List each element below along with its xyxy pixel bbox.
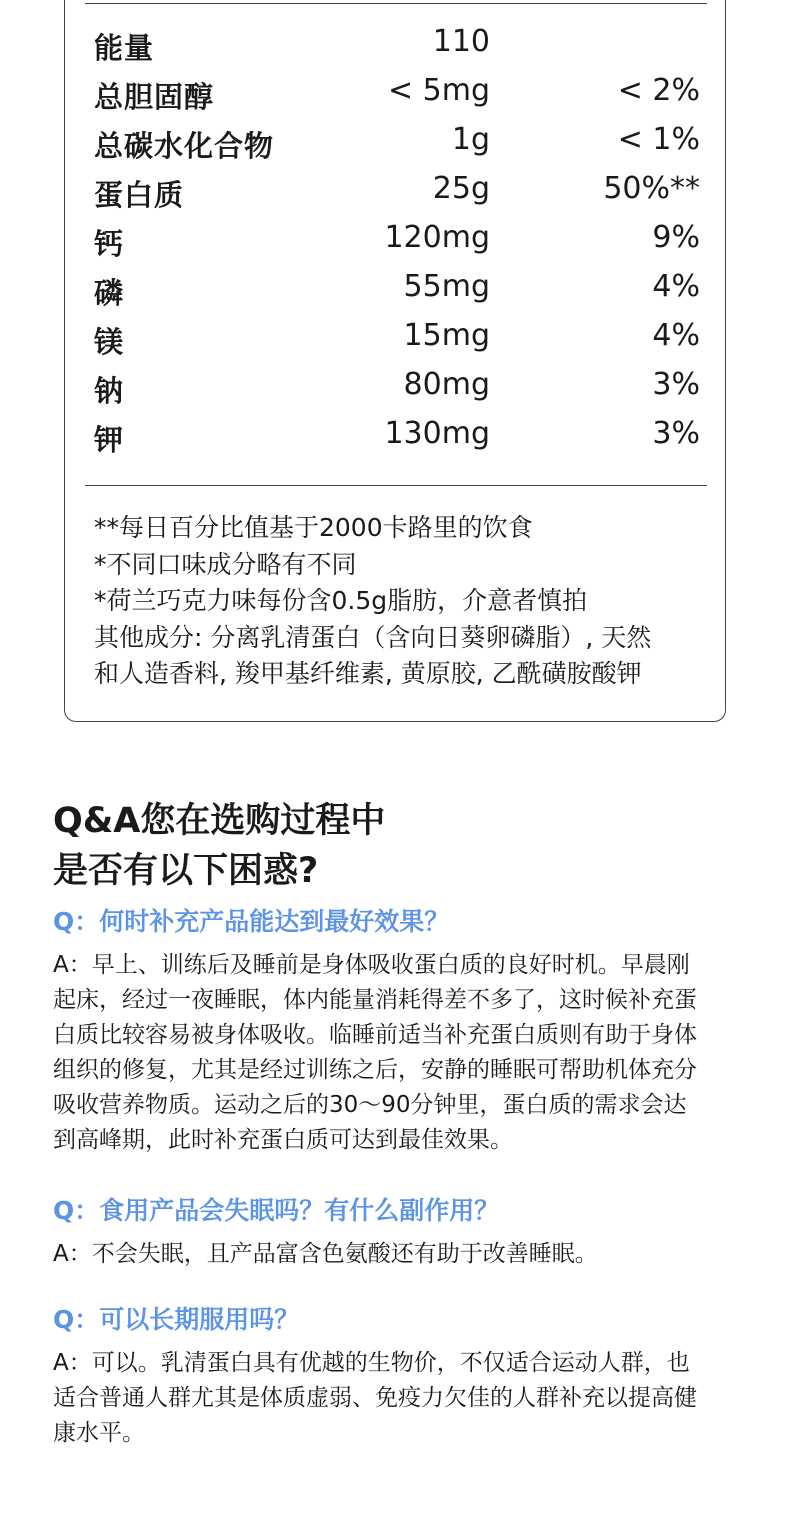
qa-item-side-effects xyxy=(53,1191,748,1272)
qa-answer-line: 白质比较容易被身体吸收。临睡前适当补充蛋白质则有助于身体 xyxy=(53,1022,697,1048)
qa-answer-line: 起床，经过一夜睡眠，体内能量消耗得差不多了，这时候补充蛋 xyxy=(53,987,697,1013)
nutrient-name: 钠 xyxy=(94,374,125,408)
nutrient-daily-value: < 2% xyxy=(617,73,700,108)
note-line: 其他成分: 分离乳清蛋白（含向日葵卵磷脂）, 天然 xyxy=(94,622,652,652)
qa-item-timing xyxy=(53,902,748,1158)
nutrient-row-protein xyxy=(94,167,702,216)
nutrient-amount: 25g xyxy=(432,171,490,206)
qa-answer-line: A：可以。乳清蛋白具有优越的生物价，不仅适合运动人群，也 xyxy=(53,1350,690,1376)
qa-question: Q：食用产品会失眠吗？有什么副作用？ xyxy=(53,1196,500,1225)
nutrient-name: 能量 xyxy=(94,31,155,65)
nutrient-amount: 1g xyxy=(451,122,490,157)
nutrient-row-phosphorus xyxy=(94,265,702,314)
nutrient-amount: 15mg xyxy=(403,318,490,353)
nutrient-daily-value: 3% xyxy=(652,367,700,402)
qa-answer-line: A：不会失眠，且产品富含色氨酸还有助于改善睡眠。 xyxy=(53,1241,598,1267)
nutrient-amount: 110 xyxy=(432,24,490,59)
nutrient-name: 总胆固醇 xyxy=(94,80,215,114)
nutrient-amount: 55mg xyxy=(403,269,490,304)
note-line: *不同口味成分略有不同 xyxy=(94,549,357,579)
qa-section-title xyxy=(53,796,385,896)
qa-title-line: Q&A您在选购过程中 xyxy=(53,801,386,841)
note-line: *荷兰巧克力味每份含0.5g脂肪，介意者慎拍 xyxy=(94,586,588,615)
table-top-divider xyxy=(85,3,707,4)
nutrition-notes xyxy=(94,510,709,693)
nutrient-amount: < 5mg xyxy=(387,73,490,108)
qa-answer-line: 适合普通人群尤其是体质虚弱、免疫力欠佳的人群补充以提高健 xyxy=(53,1385,697,1411)
qa-question: Q：可以长期服用吗？ xyxy=(53,1305,300,1334)
qa-answer-line: A：早上、训练后及睡前是身体吸收蛋白质的良好时机。早晨刚 xyxy=(53,952,690,978)
qa-answer-line: 组织的修复，尤其是经过训练之后，安静的睡眠可帮助机体充分 xyxy=(53,1057,697,1083)
qa-answer xyxy=(53,948,748,1158)
nutrient-daily-value: 4% xyxy=(652,269,700,304)
qa-answer-line: 康水平。 xyxy=(53,1420,145,1446)
nutrient-name: 磷 xyxy=(94,276,125,310)
nutrient-row-energy xyxy=(94,20,702,69)
qa-answer-line: 吸收营养物质。运动之后的30～90分钟里，蛋白质的需求会达 xyxy=(53,1092,687,1118)
nutrient-row-cholesterol xyxy=(94,69,702,118)
nutrient-row-sodium xyxy=(94,363,702,412)
note-line: **每日百分比值基于2000卡路里的饮食 xyxy=(94,513,533,542)
qa-answer xyxy=(53,1346,748,1451)
table-bottom-divider xyxy=(85,485,707,486)
nutrient-row-potassium xyxy=(94,412,702,461)
qa-answer-line: 到高峰期，此时补充蛋白质可达到最佳效果。 xyxy=(53,1127,513,1153)
qa-title-line: 是否有以下困惑? xyxy=(53,851,319,891)
nutrient-table xyxy=(94,20,702,461)
nutrient-name: 钙 xyxy=(94,227,125,261)
nutrient-row-calcium xyxy=(94,216,702,265)
qa-question: Q：何时补充产品能达到最好效果？ xyxy=(53,907,450,936)
note-line: 和人造香料, 羧甲基纤维素, 黄原胶, 乙酰磺胺酸钾 xyxy=(94,659,642,688)
nutrient-amount: 80mg xyxy=(403,367,490,402)
nutrient-amount: 120mg xyxy=(384,220,490,255)
qa-answer xyxy=(53,1237,748,1272)
nutrient-row-magnesium xyxy=(94,314,702,363)
nutrient-name: 镁 xyxy=(94,325,125,359)
nutrient-amount: 130mg xyxy=(384,416,490,451)
nutrient-name: 总碳水化合物 xyxy=(94,129,275,163)
nutrient-daily-value: < 1% xyxy=(617,122,700,157)
qa-item-long-term xyxy=(53,1300,748,1451)
nutrient-daily-value: 4% xyxy=(652,318,700,353)
nutrient-name: 蛋白质 xyxy=(94,178,185,212)
nutrient-row-carbohydrate xyxy=(94,118,702,167)
nutrient-daily-value: 9% xyxy=(652,220,700,255)
nutrient-daily-value: 3% xyxy=(652,416,700,451)
nutrient-name: 钾 xyxy=(94,423,125,457)
nutrient-daily-value: 50%** xyxy=(603,171,700,206)
